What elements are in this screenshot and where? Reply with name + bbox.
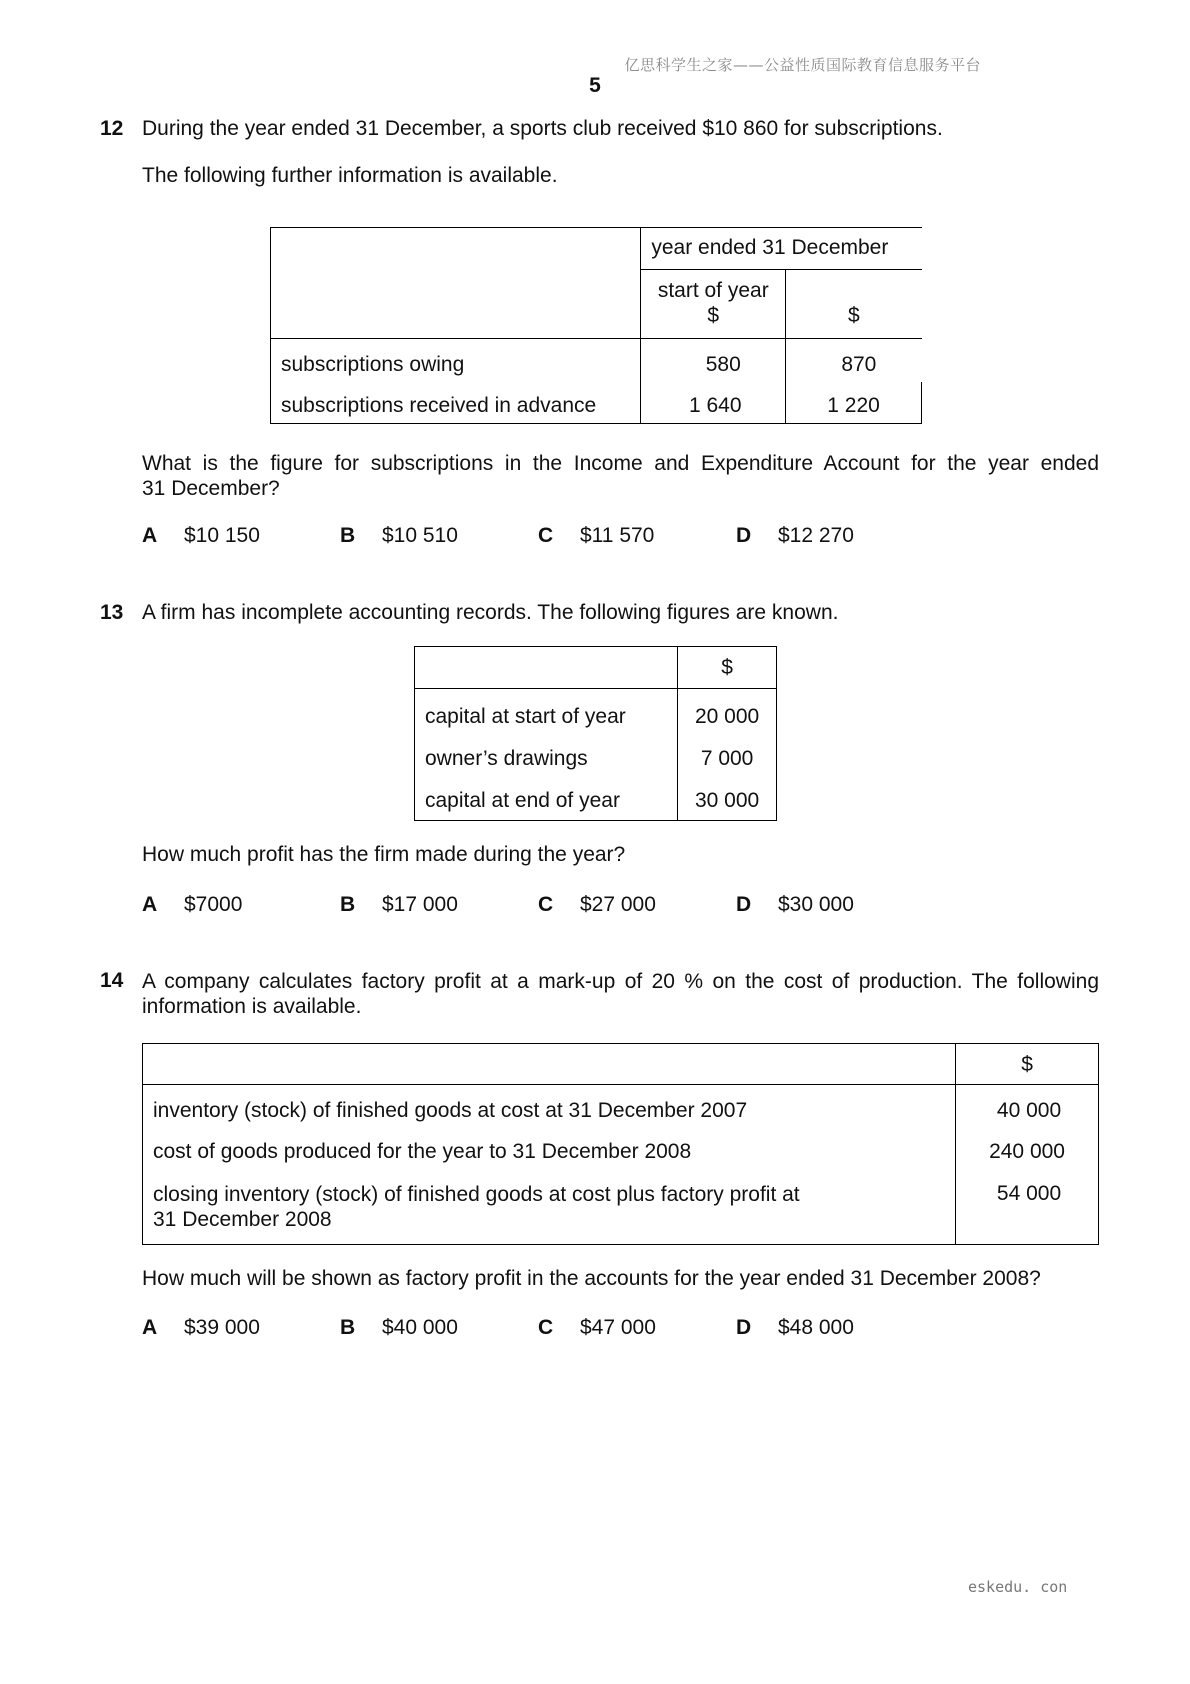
q12-col-start-unit: $ [707,304,720,327]
option-letter: C [538,893,554,916]
option-c[interactable] [538,893,736,917]
q13-row-value: 20 000 [678,689,777,735]
q14-row-label: cost of goods produced for the year to 31 December 2008 [153,1139,692,1163]
q14-row-value: 240 000 [956,1128,1099,1170]
option-letter: C [538,524,554,547]
q14-intro-line: information is available. [142,995,362,1018]
question-12-options [142,524,934,548]
option-value: $17 000 [382,893,458,916]
q14-row-label-line: 31 December 2008 [153,1207,332,1231]
question-14-table [142,1043,1099,1245]
question-13-prompt: How much profit has the firm made during the year? [142,843,626,866]
question-14-options [142,1316,934,1340]
option-value: $39 000 [184,1316,260,1339]
q14-row-label: inventory (stock) of finished goods at cost at 31 December 2007 [153,1099,748,1122]
option-value: $27 000 [580,893,656,916]
option-letter: B [340,893,356,916]
q12-row-value: 870 [786,339,922,382]
option-a[interactable] [142,893,340,917]
question-12-table [270,227,922,424]
option-value: $7000 [184,893,243,916]
option-letter: A [142,1316,158,1339]
question-13-options [142,893,934,917]
option-letter: D [736,1316,752,1339]
option-letter: B [340,524,356,547]
q12-row-value: 1 640 [641,382,786,424]
question-12-number: 12 [100,117,124,140]
q12-col-start-label: start of year [657,279,769,302]
option-letter: B [340,1316,356,1339]
q12-row-value: 580 [641,339,786,382]
q13-row-label: owner’s drawings [425,746,588,770]
option-value: $11 570 [580,524,655,547]
option-value: $48 000 [778,1316,854,1339]
option-value: $12 270 [778,524,854,547]
q12-table-col-end-unit: $ [786,270,922,339]
option-letter: D [736,524,752,547]
option-letter: D [736,893,752,916]
q12-row-label: subscriptions owing [271,339,641,382]
q12-row-value: 1 220 [786,382,922,424]
option-value: $47 000 [580,1316,656,1339]
question-12-info-line: The following further information is available. [142,164,558,187]
q12-table-corner [271,228,641,339]
q13-table-corner [415,647,678,689]
q12-table-col-start [641,270,786,339]
question-12-prompt [142,451,1099,501]
option-d[interactable] [736,524,934,548]
option-b[interactable] [340,524,538,548]
question-14-prompt: How much will be shown as factory profit in the accounts for the year ended 31 December 2008? [142,1267,1041,1290]
header-watermark: 亿思科学生之家——公益性质国际教育信息服务平台 [624,56,981,74]
q12-prompt-line: 31 December? [142,477,280,500]
q14-intro-line: A company calculates factory profit at a mark-up of 20 % on the cost of production. The following [142,970,1099,993]
option-b[interactable] [340,893,538,917]
option-value: $30 000 [778,893,854,916]
option-c[interactable] [538,1316,736,1340]
option-letter: A [142,524,158,547]
option-a[interactable] [142,524,340,548]
question-13-intro: A firm has incomplete accounting records. The following figures are known. [142,601,839,624]
page-number: 5 [589,74,601,97]
option-letter: C [538,1316,554,1339]
option-value: $10 150 [184,524,260,547]
q13-row-value: 30 000 [678,777,777,821]
option-b[interactable] [340,1316,538,1340]
question-13-table [414,646,777,821]
q12-row-label: subscriptions received in advance [271,382,641,424]
option-value: $10 510 [382,524,458,547]
question-14-number: 14 [100,969,124,992]
q13-row-value: 7 000 [678,735,777,777]
q14-table-corner [143,1044,956,1085]
option-value: $40 000 [382,1316,458,1339]
option-a[interactable] [142,1316,340,1340]
question-12-intro: During the year ended 31 December, a sports club received $10 860 for subscriptions. [142,117,943,140]
q13-row-label: capital at end of year [425,788,620,812]
q12-prompt-line: What is the figure for subscriptions in the Income and Expenditure Account for the year ended [142,452,1099,475]
q14-row-label [143,1170,956,1245]
q14-table-col-unit: $ [956,1044,1099,1085]
footer-watermark: eskedu. con [968,1578,1068,1596]
option-c[interactable] [538,524,736,548]
q13-row-label: capital at start of year [425,705,626,728]
q12-table-group-header: year ended 31 December [641,228,922,270]
question-13-number: 13 [100,601,124,624]
q14-row-label-line: closing inventory (stock) of finished goods at cost plus factory profit at [153,1182,800,1206]
q14-row-value: 54 000 [956,1170,1099,1245]
option-d[interactable] [736,893,934,917]
q14-row-value: 40 000 [956,1085,1099,1128]
option-d[interactable] [736,1316,934,1340]
question-14-intro [142,969,1099,1019]
q13-table-col-unit: $ [678,647,777,689]
option-letter: A [142,893,158,916]
